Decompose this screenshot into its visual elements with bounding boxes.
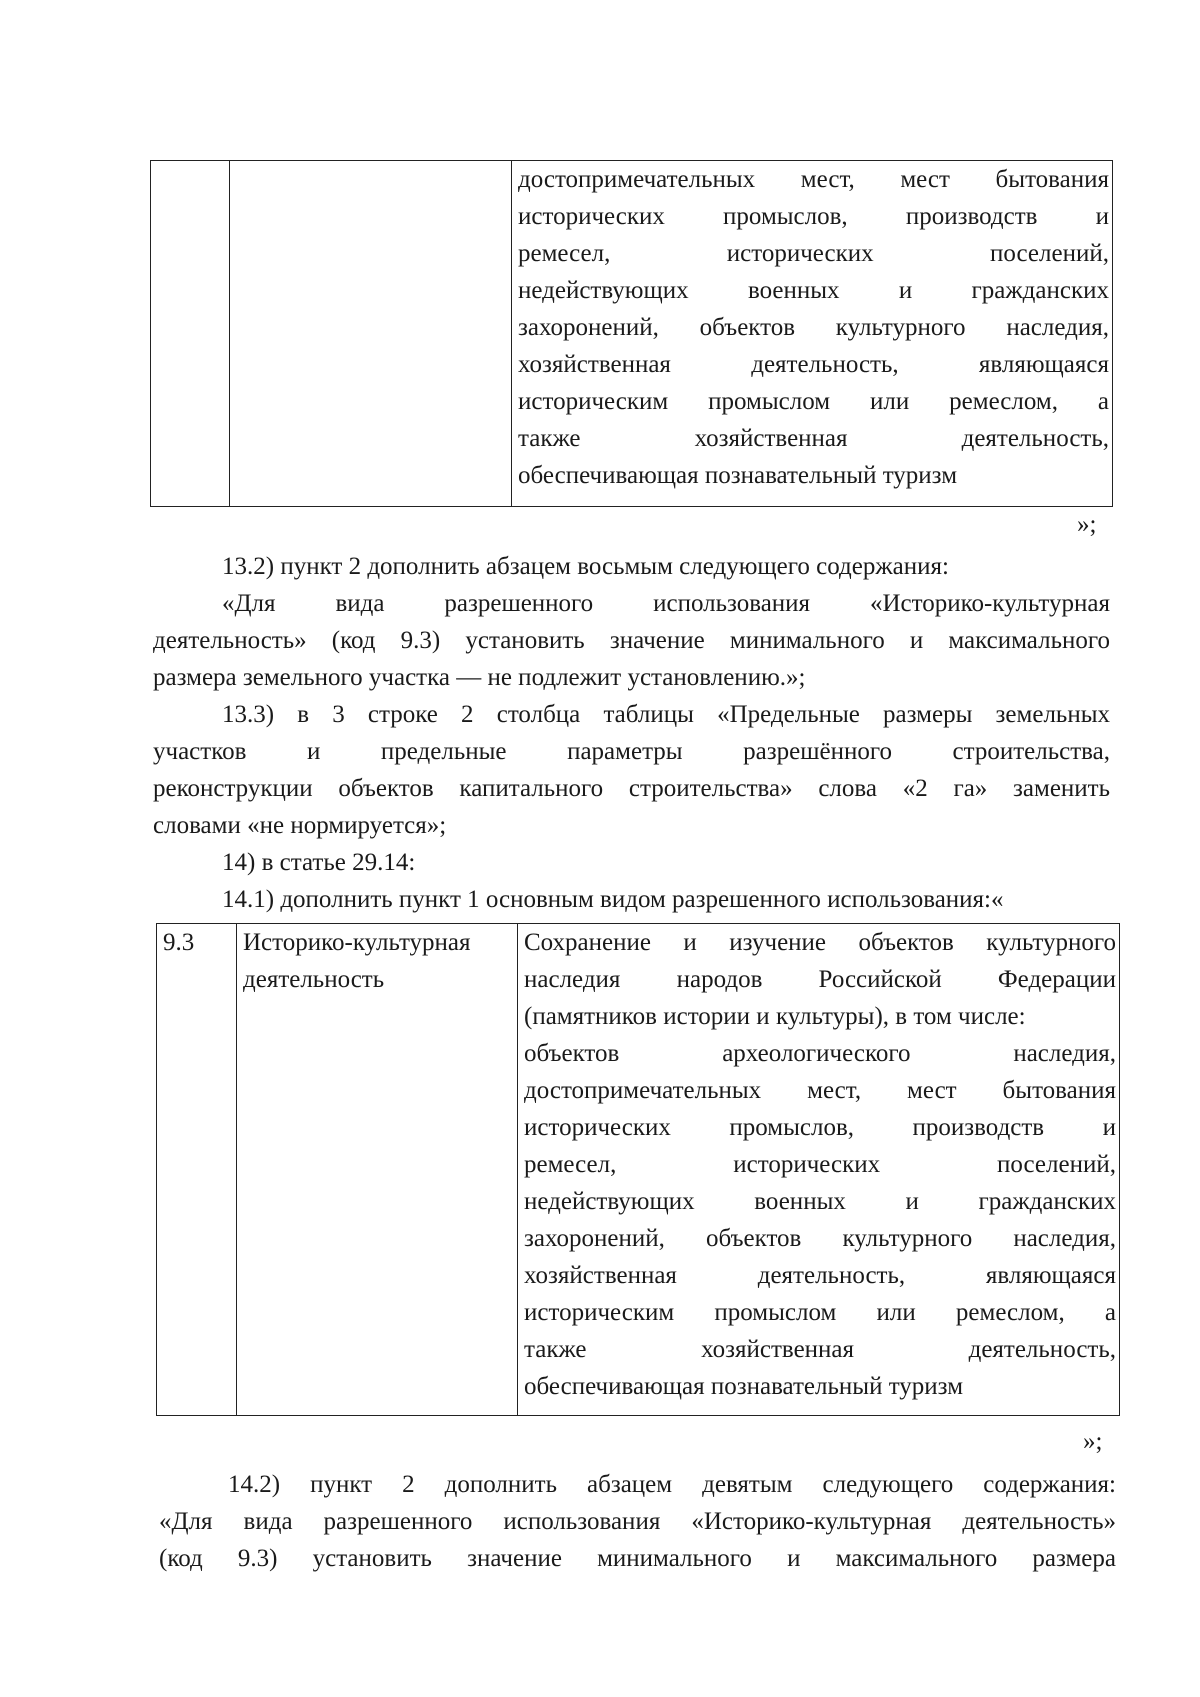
description-line: захоронений, объектов культурного наследия, (524, 1225, 1116, 1252)
description-line: также хозяйственная деятельность, (518, 425, 1109, 452)
table-cell-name (237, 924, 518, 1416)
description-line: недействующих военных и гражданских (524, 1188, 1116, 1215)
paragraph-14-2-line: «Для вида разрешенного использования «Историко-культурная деятельность» (159, 1508, 1116, 1535)
paragraph-14: 14) в статье 29.14: (222, 849, 416, 876)
description-line: Сохранение и изучение объектов культурного (524, 929, 1116, 956)
description-line: обеспечивающая познавательный туризм (518, 462, 958, 489)
table-cell-name (230, 161, 512, 507)
description-line: историческим промыслом или ремеслом, а (518, 388, 1109, 415)
paragraph-14-1: 14.1) дополнить пункт 1 основным видом разрешенного использования:« (222, 886, 1004, 913)
description-line: наследия народов Российской Федерации (524, 966, 1116, 993)
description-line: ремесел, исторических поселений, (524, 1151, 1116, 1178)
paragraph-13-2-line: размера земельного участка — не подлежит установлению.»; (153, 664, 806, 691)
paragraph-14-2-line: (код 9.3) установить значение минимального и максимального размера (159, 1545, 1116, 1572)
table-cell-code: 9.3 (157, 924, 237, 1416)
description-line: (памятников истории и культуры), в том числе: (524, 1003, 1026, 1030)
name-line: Историко-культурная (243, 929, 471, 956)
description-line: хозяйственная деятельность, являющаяся (524, 1262, 1116, 1289)
paragraph-13-2-line: «Для вида разрешенного использования «Историко-культурная (222, 590, 1110, 617)
description-line: недействующих военных и гражданских (518, 277, 1109, 304)
paragraph-13-3-line: словами «не нормируется»; (153, 812, 447, 839)
paragraph-14-2-line: 14.2) пункт 2 дополнить абзацем девятым следующего содержания: (228, 1471, 1116, 1498)
table-cell-code (151, 161, 230, 507)
table-closing-quote: »; (1077, 511, 1097, 538)
description-line: обеспечивающая познавательный туризм (524, 1373, 964, 1400)
description-line: достопримечательных мест, мест бытования (518, 166, 1109, 193)
table-cell-description (518, 924, 1120, 1416)
paragraph-13-3-line: реконструкции объектов капитального строительства» слова «2 га» заменить (153, 775, 1110, 802)
table-row (151, 161, 1113, 507)
description-line: также хозяйственная деятельность, (524, 1336, 1116, 1363)
table-cell-description (512, 161, 1113, 507)
table-continuation (150, 160, 1113, 507)
name-line: деятельность (243, 966, 385, 993)
paragraph-13-3-line: 13.3) в 3 строке 2 столбца таблицы «Предельные размеры земельных (222, 701, 1110, 728)
description-line: ремесел, исторических поселений, (518, 240, 1109, 267)
description-line: хозяйственная деятельность, являющаяся (518, 351, 1109, 378)
paragraph-13-2-heading: 13.2) пункт 2 дополнить абзацем восьмым следующего содержания: (222, 553, 949, 580)
paragraph-13-3-line: участков и предельные параметры разрешённого строительства, (153, 738, 1110, 765)
table-row (157, 924, 1120, 1416)
description-line: исторических промыслов, производств и (518, 203, 1109, 230)
description-line: достопримечательных мест, мест бытования (524, 1077, 1116, 1104)
table-closing-quote: »; (1083, 1428, 1103, 1455)
table-land-use (156, 923, 1120, 1416)
description-line: историческим промыслом или ремеслом, а (524, 1299, 1116, 1326)
description-line: объектов археологического наследия, (524, 1040, 1116, 1067)
paragraph-13-2-line: деятельность» (код 9.3) установить значение минимального и максимального (153, 627, 1110, 654)
description-line: исторических промыслов, производств и (524, 1114, 1116, 1141)
description-line: захоронений, объектов культурного наследия, (518, 314, 1109, 341)
